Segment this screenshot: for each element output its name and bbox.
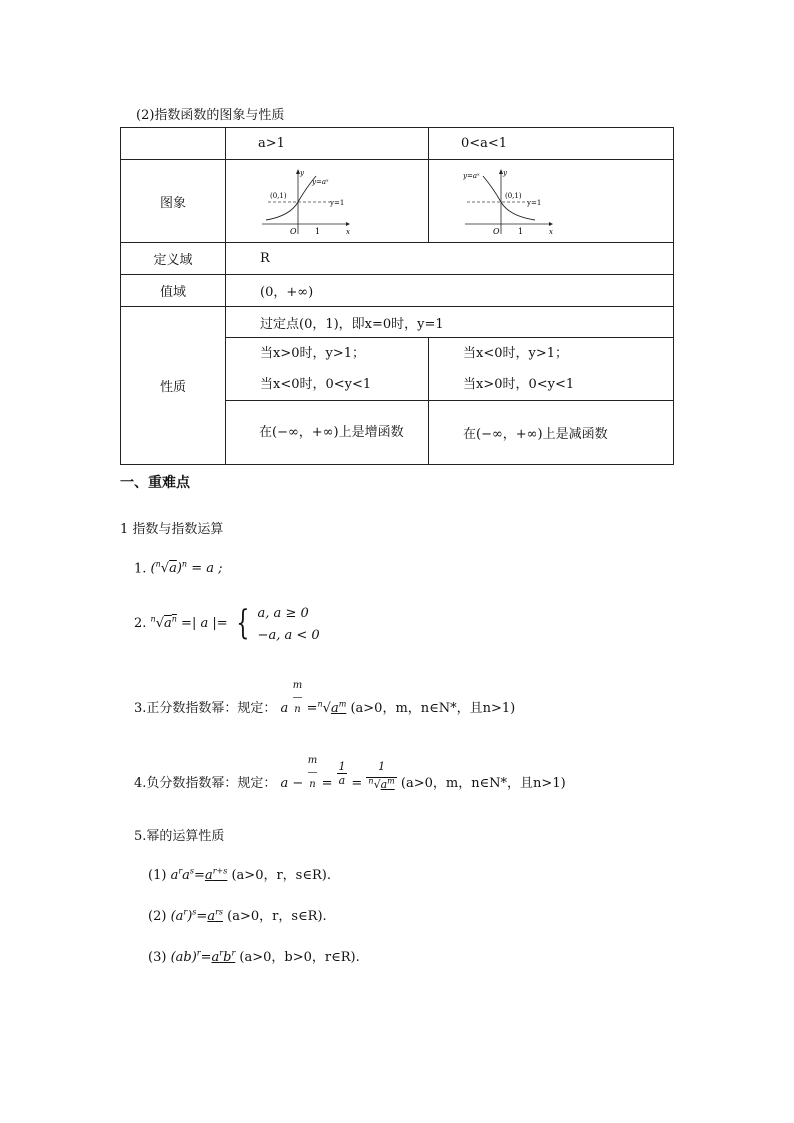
exp-rule-3: (3) $(ab)^r=a^rb^r$ (a>0，b>0，r∈R).: [148, 948, 360, 965]
table-row-domain: [121, 243, 674, 275]
origin-label: O: [493, 227, 500, 236]
graph-increasing: [260, 166, 350, 236]
x-axis-label: x: [549, 228, 553, 236]
formula-item-3: 3.正分数指数幂：规定： a m — $n =^n√a^m$ (a>0，m，n∈N*，且n>1): [134, 680, 516, 716]
gt1-line2: 当x<0时，0<y<1: [260, 377, 372, 392]
section-heading: 一、重难点: [120, 475, 190, 491]
x-axis-label: x: [346, 228, 350, 236]
curve-label: y=aˣ: [312, 178, 329, 186]
header-a-lt-1: 0<a<1: [429, 128, 674, 160]
table-row-graph: [121, 160, 674, 243]
line-label: y=1: [527, 199, 542, 207]
formula-item-4: 4.负分数指数幂：规定： a − m — n = 1 a = 1 $^n√a^m$ (a>0，m，n∈N*，且n>1): [134, 755, 566, 791]
sub-heading: 1 指数与指数运算: [120, 522, 224, 537]
graph-decreasing: [463, 166, 553, 236]
table-row-range: [121, 275, 674, 307]
props-increasing: [226, 338, 429, 401]
exp-rule-2: (2) $(a^r)^s=a^{rs}$ (a>0，r，s∈R).: [148, 907, 327, 924]
props-decreasing: [429, 338, 674, 401]
curve-label: y=aˣ: [463, 172, 480, 180]
range-value: (0，+∞): [226, 275, 674, 307]
table-header-row: [121, 128, 674, 160]
formula-item-5-heading: 5.幂的运算性质: [134, 829, 225, 844]
fixed-point-text: 过定点(0，1)，即x=0时，y=1: [226, 307, 674, 338]
lt1-line2: 当x>0时，0<y<1: [463, 377, 575, 392]
lt1-line1: 当x<0时，y>1；: [463, 346, 569, 361]
origin-label: O: [290, 227, 297, 236]
formula-item-2: 2. $^n√a^n$ =| a |= { a, a ≥ 0 −a, a < 0: [134, 603, 320, 643]
gt1-line1: 当x>0时，y>1；: [260, 346, 366, 361]
graph-cell-increasing: [226, 160, 429, 243]
y-axis-label: y: [300, 169, 304, 177]
tick-label: 1: [518, 227, 524, 236]
graph-cell-decreasing: [429, 160, 674, 243]
domain-value: R: [226, 243, 674, 275]
mono-increasing: 在(−∞，+∞)上是增函数: [226, 401, 429, 465]
mono-decreasing: 在(−∞，+∞)上是减函数: [429, 401, 674, 465]
label-range: 值域: [121, 275, 226, 307]
label-properties: 性质: [121, 307, 226, 465]
label-graph: 图象: [121, 160, 226, 243]
table-caption: (2)指数函数的图象与性质: [136, 108, 285, 123]
exponential-properties-table: [120, 127, 674, 465]
exp-rule-1: (1) $a^ra^s=a^{r+s}$ (a>0，r，s∈R).: [148, 866, 331, 883]
point-label: (0,1): [505, 192, 522, 200]
point-label: (0,1): [270, 192, 287, 200]
line-label: y=1: [330, 199, 345, 207]
tick-label: 1: [315, 227, 321, 236]
label-domain: 定义域: [121, 243, 226, 275]
y-axis-label: y: [503, 169, 507, 177]
header-a-gt-1: a>1: [226, 128, 429, 160]
formula-item-1: 1. $(^n√a)^n = a$ ;: [134, 560, 223, 577]
table-row-fixed-point: [121, 307, 674, 338]
